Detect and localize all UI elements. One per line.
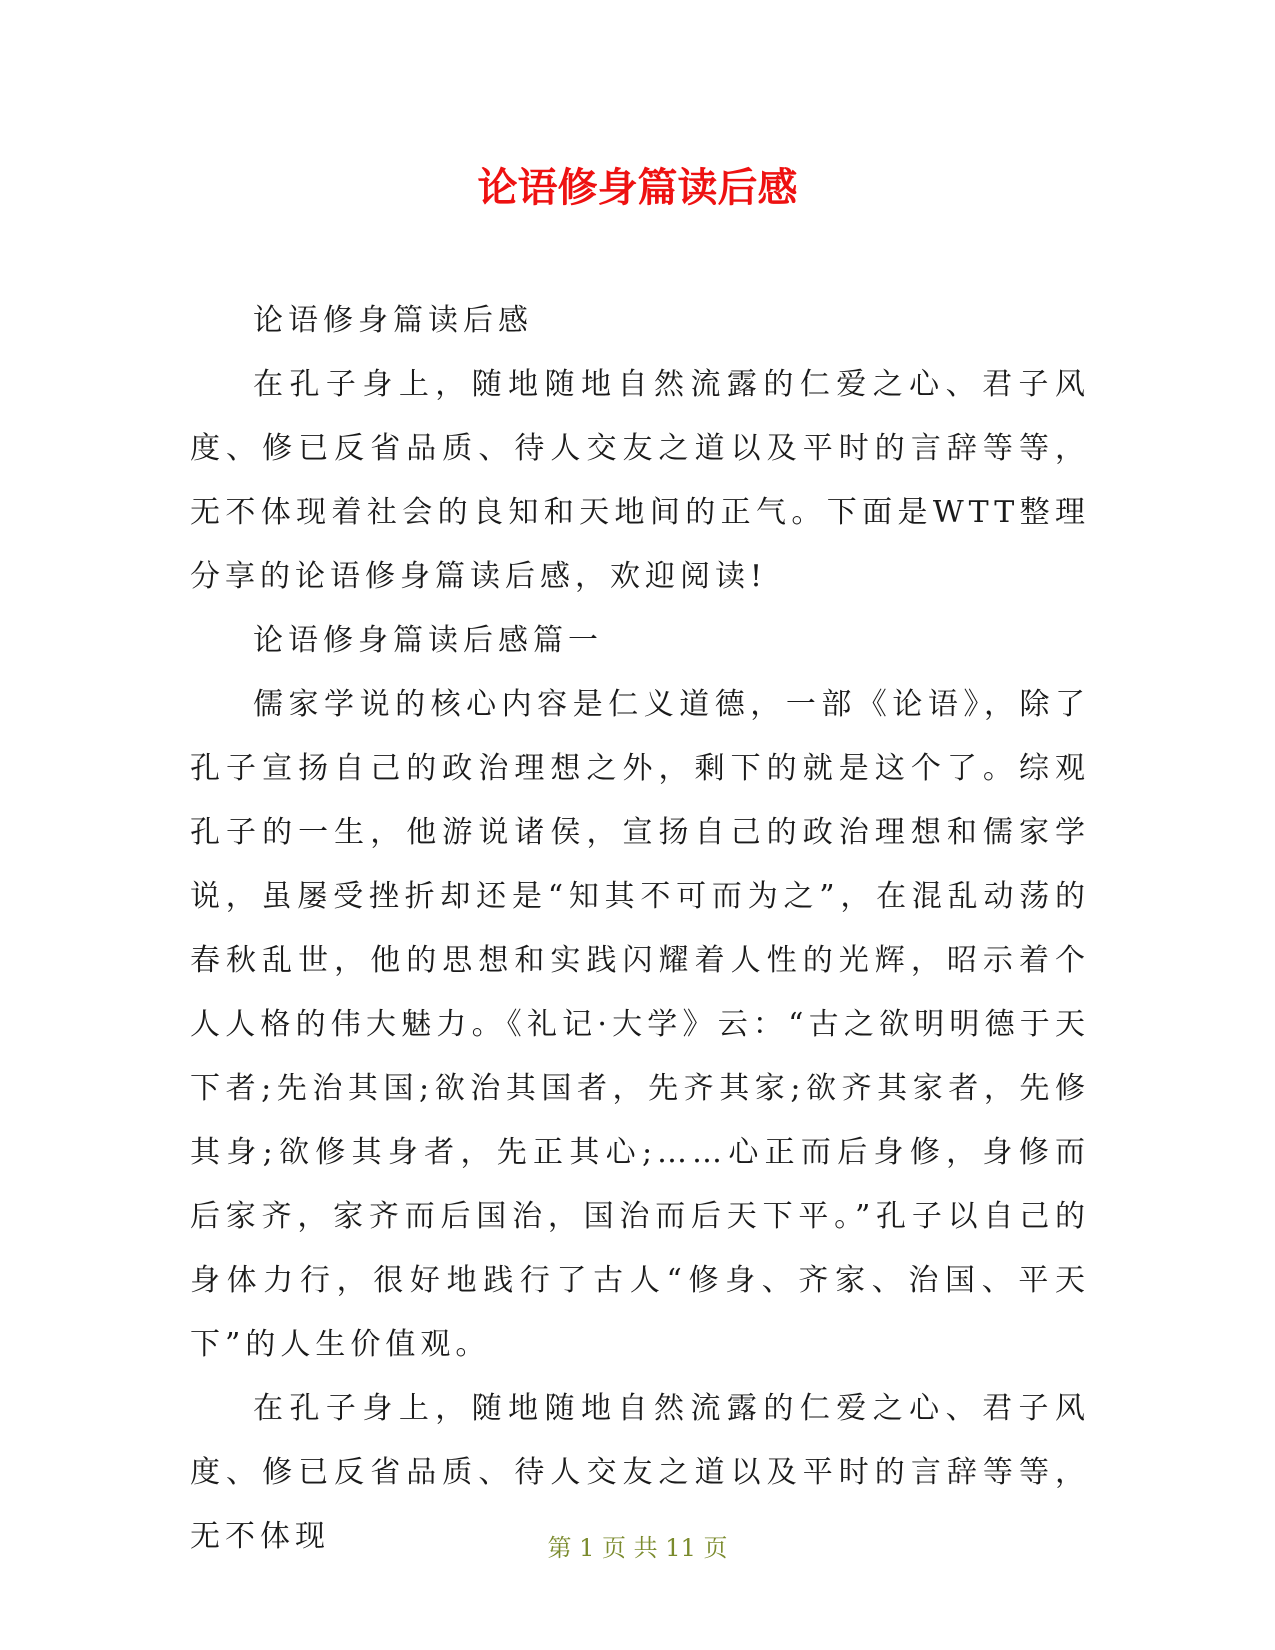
document-title: 论语修身篇读后感: [477, 165, 798, 211]
paragraph-main: 儒家学说的核心内容是仁义道德，一部《论语》，除了孔子宣扬自己的政治理想之外，剩下的就是这个了。综观孔子的一生，他游说诸侯，宣扬自己的政治理想和儒家学说，虽屡受挫折却还是“知其不可而为之”，在混乱动荡的春秋乱世，他的思想和实践闪耀着人性的光辉，昭示着个人人格的伟大魅力。《礼记·大学》云：“古之欲明明德于天下者;先治其国;欲治其国者，先齐其家;欲齐其家者，先修其身;欲修其身者，先正其心;……心正而后身修，身修而后家齐，家齐而后国治，国治而后天下平。”孔子以自己的身体力行，很好地践行了古人“修身、齐家、治国、平天下”的人生价值观。: [190, 687, 1090, 1362]
page-number-footer: 第 1 页 共 11 页: [547, 1534, 728, 1562]
document-body: [190, 289, 1090, 1569]
paragraph-continued: 在孔子身上，随地随地自然流露的仁爱之心、君子风度、修已反省品质、待人交友之道以及平时的言辞等等，无不体现: [190, 1391, 1090, 1554]
paragraph-intro: 在孔子身上，随地随地自然流露的仁爱之心、君子风度、修已反省品质、待人交友之道以及平时的言辞等等，无不体现着社会的良知和天地间的正气。下面是WTT整理分享的论语修身篇读后感，欢迎阅读!: [190, 367, 1090, 594]
paragraph-section-heading: 论语修身篇读后感篇一: [253, 623, 603, 658]
paragraph-subtitle: 论语修身篇读后感: [253, 303, 533, 338]
